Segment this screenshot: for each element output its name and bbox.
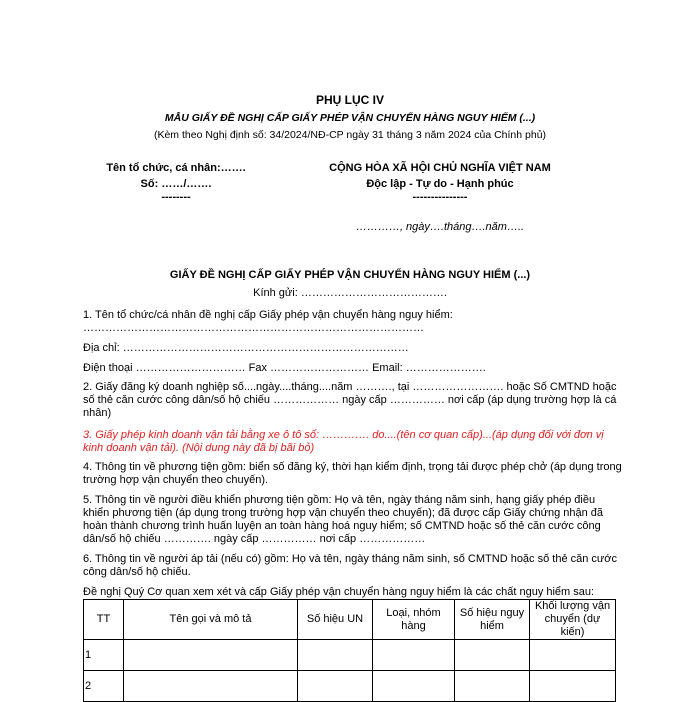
column-header-no: TT: [84, 600, 124, 640]
contact-line: Điện thoại ………………………… Fax ……………………… Email: ………………….: [83, 362, 486, 374]
table-cell: [455, 640, 530, 671]
table-row: [84, 640, 616, 671]
decree-reference: (Kèm theo Nghị định số: 34/2024/NĐ-CP ngày 31 tháng 3 năm 2024 của Chính phủ): [153, 129, 547, 141]
appendix-title: PHỤ LỤC IV: [315, 93, 384, 107]
document-number-field: Số: ……/…….: [140, 178, 212, 190]
national-motto: Độc lập - Tự do - Hạnh phúc: [366, 178, 514, 190]
column-header-name-description: Tên gọi và mô tả: [124, 600, 298, 640]
table-cell: [530, 671, 616, 702]
item-2-business-registration: 2. Giấy đăng ký doanh nghiệp số....ngày....tháng....năm ………., tại ……………………. hoặc Số CMTND hoặc số thẻ căn cước công dân/số hộ chiếu ……………… ngày cấp …………… nơi cấp (áp dụng trường hợp là cá nhân): [83, 381, 617, 419]
table-cell: [298, 671, 373, 702]
country-name: CỘNG HÒA XÃ HỘI CHỦ NGHĨA VIỆT NAM: [329, 162, 551, 174]
organization-name-field: Tên tổ chức, cá nhân:…….: [106, 162, 246, 174]
column-header-un-number: Số hiệu UN: [298, 600, 373, 640]
table-cell: [298, 640, 373, 671]
request-line: Đề nghị Quý Cơ quan xem xét và cấp Giấy phép vận chuyển hàng nguy hiểm là các chất nguy hiểm sau:: [83, 586, 595, 598]
right-header: [300, 160, 580, 202]
column-header-quantity: Khối lượng vận chuyển (dự kiến): [530, 600, 616, 640]
item-4-vehicle-info: 4. Thông tin về phương tiện gồm: biển số đăng ký, thời hạn kiểm định, trọng tải được phép chở (áp dụng trong trường hợp vận chuyển theo chuyến).: [83, 461, 622, 486]
item-5-driver-info: 5. Thông tin về người điều khiển phương tiện gồm: Họ và tên, ngày tháng năm sinh, hạng giấy phép điều khiển phương tiện (áp dụng trong trường hợp vận chuyển theo chuyến); đã được cấp Giấy chứng nhận đã hoàn thành chương trình huấn luyện an toàn hàng hoá nguy hiểm; số CMTND hoặc số thẻ căn cước công dân/số hộ chiếu …………. ngày cấp …………… nơi cấp ………………: [83, 494, 604, 545]
item-6-escort-info: 6. Thông tin về người áp tải (nếu có) gồm: Họ và tên, ngày tháng năm sinh, số CMTND hoặc số thẻ căn cước công dân/số hộ chiếu.: [83, 553, 617, 578]
table-row: [84, 671, 616, 702]
left-header-separator: --------: [161, 191, 191, 203]
left-header: [86, 160, 266, 202]
right-header-separator: ---------------: [412, 191, 468, 203]
item-3-transport-license-repealed: 3. Giấy phép kinh doanh vận tải bằng xe ô tô số: …………. do....(tên cơ quan cấp)...(áp dụng đối với đơn vị kinh doanh vận tải). (Nội dung này đã bị bãi bỏ): [83, 429, 604, 454]
address-line: Địa chỉ: ……………………………………………………………………: [83, 342, 409, 354]
table-header-row: [84, 600, 616, 640]
table-cell-no: 2: [84, 671, 124, 702]
place-date-line: …………, ngày….tháng….năm…..: [355, 221, 525, 233]
addressee-line: Kính gửi: ………………………………….: [253, 287, 447, 299]
table-cell-no: 1: [84, 640, 124, 671]
item-1-applicant-name: 1. Tên tổ chức/cá nhân đề nghị cấp Giấy phép vận chuyển hàng nguy hiểm: …………………………………………………………………………………: [83, 309, 453, 334]
table-cell: [455, 671, 530, 702]
table-cell: [373, 640, 455, 671]
table-cell: [124, 640, 298, 671]
document-title: GIẤY ĐỀ NGHỊ CẤP GIẤY PHÉP VẬN CHUYỂN HÀNG NGUY HIỂM (...): [169, 269, 531, 281]
table-cell: [530, 640, 616, 671]
table-cell: [124, 671, 298, 702]
column-header-hazard-number: Số hiệu nguy hiểm: [455, 600, 530, 640]
dangerous-goods-table: [83, 599, 616, 702]
column-header-class-group: Loại, nhóm hàng: [373, 600, 455, 640]
form-name: MẪU GIẤY ĐỀ NGHỊ CẤP GIẤY PHÉP VẬN CHUYỂN HÀNG NGUY HIỂM (...): [164, 112, 536, 124]
table-cell: [373, 671, 455, 702]
